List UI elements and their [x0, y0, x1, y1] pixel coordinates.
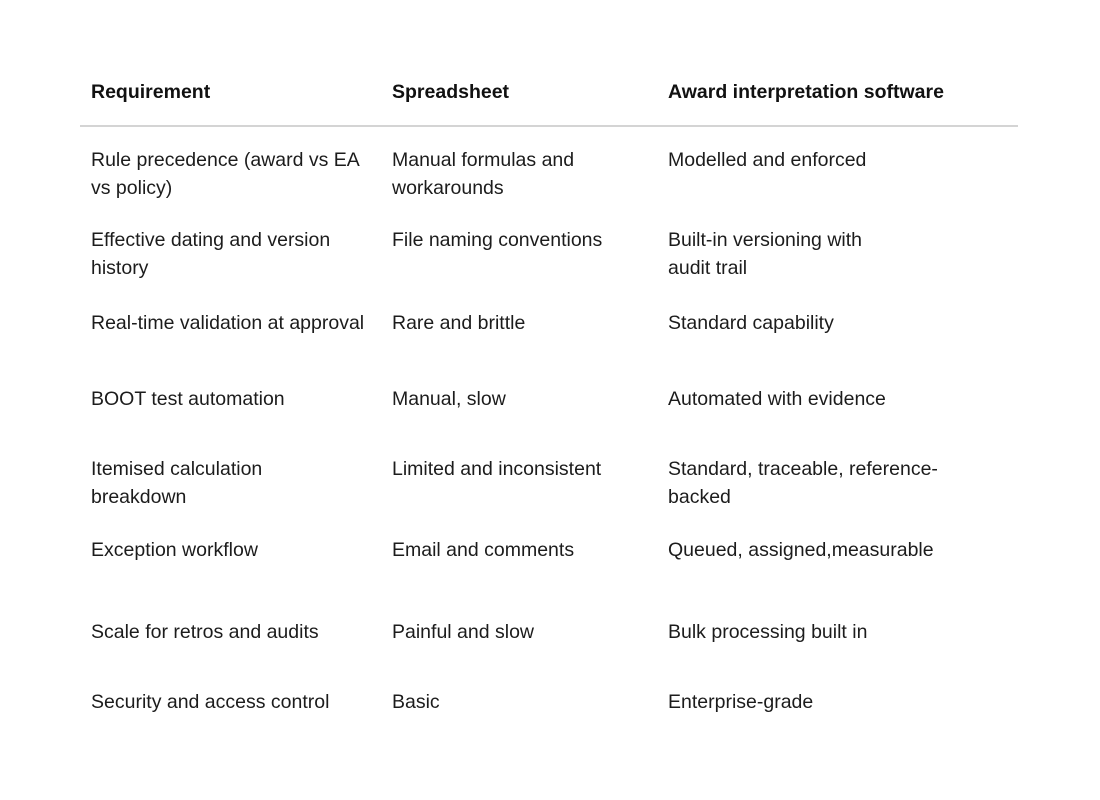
spreadsheet-cell: Rare and brittle [392, 312, 526, 334]
software-cell: Modelled and enforced [668, 149, 867, 171]
comparison-table [80, 0, 1018, 800]
header-spreadsheet: Spreadsheet [392, 81, 510, 103]
spreadsheet-cell: Manual formulas and workarounds [392, 149, 575, 199]
spreadsheet-cell: Manual, slow [392, 388, 506, 410]
software-cell: Queued, assigned,measurable [668, 539, 934, 561]
requirement-cell: Scale for retros and audits [91, 621, 319, 643]
software-cell: Built-in versioning with audit trail [668, 229, 863, 279]
requirement-cell: Exception workflow [91, 539, 258, 561]
requirement-cell: Real-time validation at approval [91, 312, 365, 334]
header-award-software: Award interpretation software [668, 81, 944, 103]
software-cell: Standard, traceable, reference-backed [668, 458, 938, 508]
requirement-cell: Rule precedence (award vs EA vs policy) [91, 149, 359, 199]
spreadsheet-cell: Email and comments [392, 539, 575, 561]
requirement-cell: Effective dating and version history [91, 229, 331, 279]
spreadsheet-cell: Limited and inconsistent [392, 458, 602, 480]
software-cell: Bulk processing built in [668, 621, 868, 643]
software-cell: Automated with evidence [668, 388, 886, 410]
spreadsheet-cell: Basic [392, 691, 440, 713]
requirement-cell: Security and access control [91, 691, 330, 713]
software-cell: Enterprise-grade [668, 691, 814, 713]
requirement-cell: Itemised calculation breakdown [91, 458, 263, 508]
software-cell: Standard capability [668, 312, 834, 334]
table-header-row [80, 0, 1018, 127]
spreadsheet-cell: Painful and slow [392, 621, 535, 643]
header-requirement: Requirement [91, 81, 211, 103]
requirement-cell: BOOT test automation [91, 388, 285, 410]
spreadsheet-cell: File naming conventions [392, 229, 603, 251]
